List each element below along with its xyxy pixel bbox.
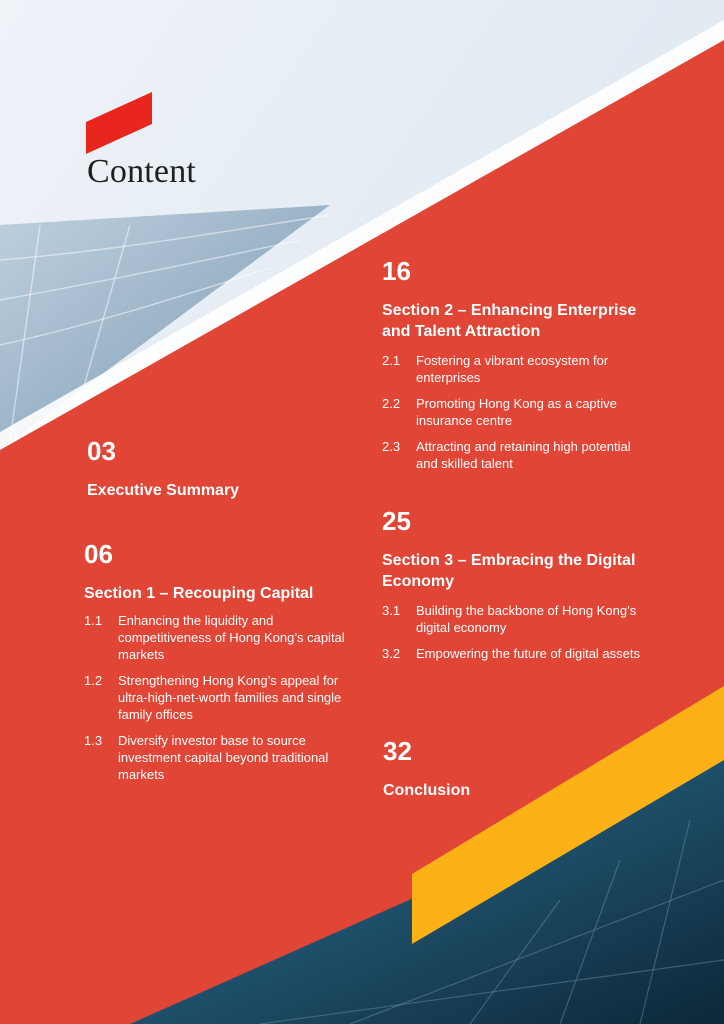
- item-number: 1.2: [84, 673, 103, 688]
- toc-section-1[interactable]: [84, 539, 356, 792]
- red-accent-shape: [86, 92, 152, 154]
- toc-item[interactable]: [84, 732, 356, 783]
- page-number: 32: [383, 736, 412, 766]
- toc-section-executive-summary[interactable]: [87, 436, 347, 515]
- page-title: Content: [87, 153, 197, 190]
- section-title: Section 3 – Embracing the Digital Economy: [382, 552, 636, 590]
- item-number: 3.2: [382, 646, 401, 661]
- page-number: 16: [382, 256, 411, 286]
- toc-item[interactable]: [382, 602, 662, 636]
- item-text: Promoting Hong Kong as a captive insurance centre: [416, 396, 617, 428]
- section-title: Section 2 – Enhancing Enterprise and Talent Attraction: [382, 302, 637, 340]
- item-text: Fostering a vibrant ecosystem for enterprises: [416, 353, 609, 385]
- item-number: 2.1: [382, 353, 401, 368]
- item-number: 1.1: [84, 613, 103, 628]
- toc-section-3[interactable]: [382, 506, 662, 671]
- section-title: Section 1 – Recouping Capital: [84, 585, 314, 602]
- toc-section-conclusion[interactable]: [383, 736, 603, 815]
- section-title: Executive Summary: [87, 482, 240, 499]
- subsection-list: [84, 612, 356, 783]
- item-number: 3.1: [382, 603, 401, 618]
- item-text: Empowering the future of digital assets: [416, 646, 641, 661]
- page-number: 25: [382, 506, 411, 536]
- toc-item[interactable]: [382, 645, 662, 662]
- item-text: Enhancing the liquidity and competitiveness of Hong Kong’s capital markets: [118, 613, 345, 662]
- subsection-list: [382, 352, 650, 472]
- section-title: Conclusion: [383, 782, 471, 799]
- item-text: Building the backbone of Hong Kong’s digital economy: [416, 603, 637, 635]
- toc-item[interactable]: [382, 352, 650, 386]
- item-text: Attracting and retaining high potential and skilled talent: [416, 439, 631, 471]
- subsection-list: [382, 602, 662, 662]
- toc-item[interactable]: [84, 672, 356, 723]
- toc-item[interactable]: [382, 395, 650, 429]
- toc-section-2[interactable]: [382, 256, 650, 481]
- toc-item[interactable]: [382, 438, 650, 472]
- item-number: 1.3: [84, 733, 103, 748]
- toc-item[interactable]: [84, 612, 356, 663]
- page-number: 03: [87, 436, 116, 466]
- item-text: Strengthening Hong Kong’s appeal for ultra-high-net-worth families and single family offices: [118, 673, 342, 722]
- item-number: 2.3: [382, 439, 401, 454]
- page-number: 06: [84, 539, 113, 569]
- item-number: 2.2: [382, 396, 401, 411]
- item-text: Diversify investor base to source investment capital beyond traditional markets: [118, 733, 329, 782]
